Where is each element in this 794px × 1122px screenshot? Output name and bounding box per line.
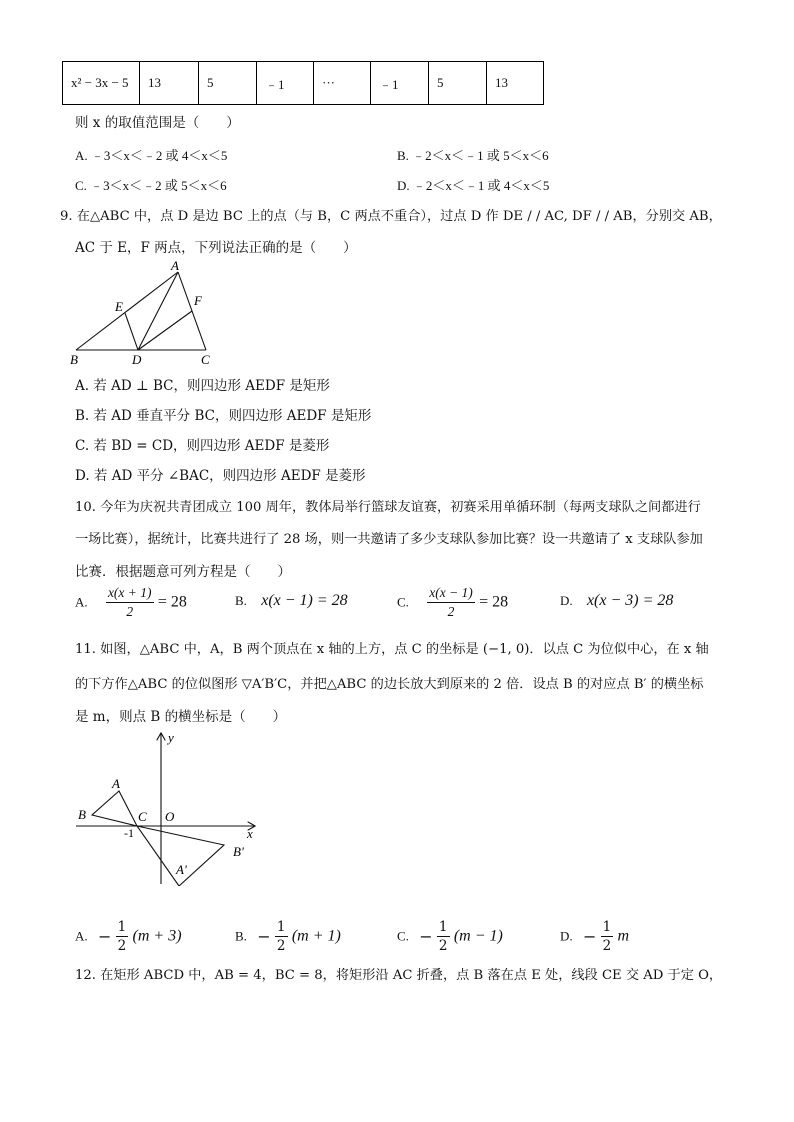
q11-option-c[interactable] (397, 918, 503, 955)
label-e: E (115, 299, 123, 314)
denominator: 2 (126, 604, 134, 619)
fraction (427, 584, 475, 621)
denominator: 2 (602, 938, 612, 954)
fraction (106, 584, 154, 621)
q11-line3: 是 m，则点 B 的横坐标是（ ） (75, 709, 287, 725)
equation: x(x − 3) = 28 (586, 592, 674, 609)
label-b: B (70, 352, 78, 367)
equation-rhs: = 28 (479, 593, 509, 611)
denominator: 2 (438, 938, 448, 954)
expression: (m + 3) (132, 927, 182, 945)
option-label: C. (397, 928, 409, 944)
table-cell: ﹣1 (257, 62, 314, 105)
label-b: B (78, 807, 86, 822)
q10-option-b[interactable] (235, 592, 348, 610)
denominator: 2 (447, 604, 455, 619)
option-label: D. (560, 928, 573, 944)
table-cell: 5 (429, 62, 487, 105)
minus-sign: − (257, 927, 271, 946)
table-cell: 5 (199, 62, 257, 105)
q8-option-c[interactable]: C. ﹣3＜x＜﹣2 或 5＜x＜6 (75, 178, 227, 193)
numerator: x(x + 1) (106, 584, 154, 603)
label-c: C (138, 809, 147, 824)
q8-option-a[interactable]: A. ﹣3＜x＜﹣2 或 4＜x＜5 (75, 148, 228, 163)
fraction (601, 918, 614, 955)
table-cell: ··· (314, 62, 371, 105)
fraction (275, 918, 288, 955)
option-label: D. (560, 593, 573, 608)
q9-stem-line2: AC 于 E，F 两点，下列说法正确的是（ ） (75, 240, 357, 256)
fraction (116, 918, 129, 955)
label-a-prime: A' (176, 862, 187, 877)
q10-line2: 一场比赛），据统计，比赛共进行了 28 场，则一共邀请了多少支球队参加比赛？设一共邀请了 x 支球队参加 (75, 532, 703, 547)
label-c: C (201, 352, 210, 367)
q10-option-c[interactable] (397, 584, 508, 621)
x-axis-label: x (247, 826, 253, 841)
numerator: 1 (438, 919, 448, 935)
option-label: A. (75, 594, 88, 610)
q11-coordinate-figure (70, 728, 270, 886)
q8-option-d[interactable]: D. ﹣2＜x＜﹣1 或 4＜x＜5 (397, 178, 550, 193)
q9-stem-line1: 9. 在△ABC 中，点 D 是边 BC 上的点（与 B，C 两点不重合），过点 D 作 DE / / AC, DF / / AB，分别交 AB， (60, 209, 722, 224)
q9-triangle-figure (64, 256, 228, 368)
q11-option-d[interactable] (560, 918, 629, 955)
q8-stem: 则 x 的取值范围是（ ） (75, 115, 240, 131)
q11-line2: 的下方作△ABC 的位似图形 ▽A′B′C，并把△ABC 的边长放大到原来的 2 倍．设点 B 的对应点 B′ 的横坐标 (75, 677, 704, 692)
table-cell: 13 (140, 62, 199, 105)
numerator: 1 (117, 919, 127, 935)
equation-rhs: = 28 (157, 593, 187, 611)
q11-line1: 11. 如图，△ABC 中，A，B 两个顶点在 x 轴的上方，点 C 的坐标是 (−1, 0)．以点 C 为位似中心，在 x 轴 (75, 642, 709, 657)
denominator: 2 (276, 938, 286, 954)
table-row (63, 62, 544, 105)
option-label: B. (235, 593, 247, 608)
q9-option-a[interactable]: A. 若 AD ⊥ BC，则四边形 AEDF 是矩形 (75, 378, 330, 394)
table-cell: ﹣1 (371, 62, 429, 105)
q9-option-d[interactable]: D. 若 AD 平分 ∠BAC，则四边形 AEDF 是菱形 (75, 468, 366, 484)
q9-option-b[interactable]: B. 若 AD 垂直平分 BC，则四边形 AEDF 是矩形 (75, 408, 372, 424)
option-label: B. (235, 928, 247, 944)
q10-option-d[interactable] (560, 592, 673, 610)
label-o: O (165, 809, 175, 824)
q10-line3: 比赛．根据题意可列方程是（ ） (75, 564, 291, 580)
label-d: D (132, 352, 142, 367)
label-a: A (112, 776, 120, 791)
denominator: 2 (117, 938, 127, 954)
equation: x(x − 1) = 28 (261, 592, 348, 609)
table-cell: 13 (487, 62, 544, 105)
q10-option-a[interactable] (75, 584, 187, 621)
numerator: x(x − 1) (427, 584, 475, 603)
q10-line1: 10. 今年为庆祝共青团成立 100 周年，教体局举行篮球友谊赛，初赛采用单循环制（每两支球队之间都进行 (75, 500, 701, 515)
fraction (437, 918, 450, 955)
label-b-prime: B' (233, 844, 244, 859)
y-axis-label: y (168, 730, 174, 745)
numerator: 1 (602, 919, 612, 935)
q8-option-b[interactable]: B. ﹣2＜x＜﹣1 或 5＜x＜6 (397, 148, 549, 163)
expression: m (617, 927, 630, 945)
expression: (m + 1) (291, 927, 341, 945)
label-minus-one: -1 (124, 826, 134, 840)
minus-sign: − (419, 927, 433, 946)
label-f: F (194, 293, 202, 308)
option-label: C. (397, 594, 409, 610)
q9-option-c[interactable]: C. 若 BD = CD，则四边形 AEDF 是菱形 (75, 438, 330, 454)
expression: (m − 1) (453, 927, 503, 945)
minus-sign: − (582, 927, 597, 946)
value-table (62, 61, 544, 105)
numerator: 1 (276, 919, 286, 935)
minus-sign: − (97, 927, 112, 946)
q12-line1: 12. 在矩形 ABCD 中，AB = 4，BC = 8，将矩形沿 AC 折叠，点 B 落在点 E 处，线段 CE 交 AD 于定 O， (75, 968, 723, 983)
q11-option-a[interactable] (75, 918, 182, 955)
option-label: A. (75, 928, 88, 944)
label-a: A (171, 258, 179, 273)
q11-option-b[interactable] (235, 918, 341, 955)
table-row-label: x² − 3x − 5 (63, 62, 140, 105)
